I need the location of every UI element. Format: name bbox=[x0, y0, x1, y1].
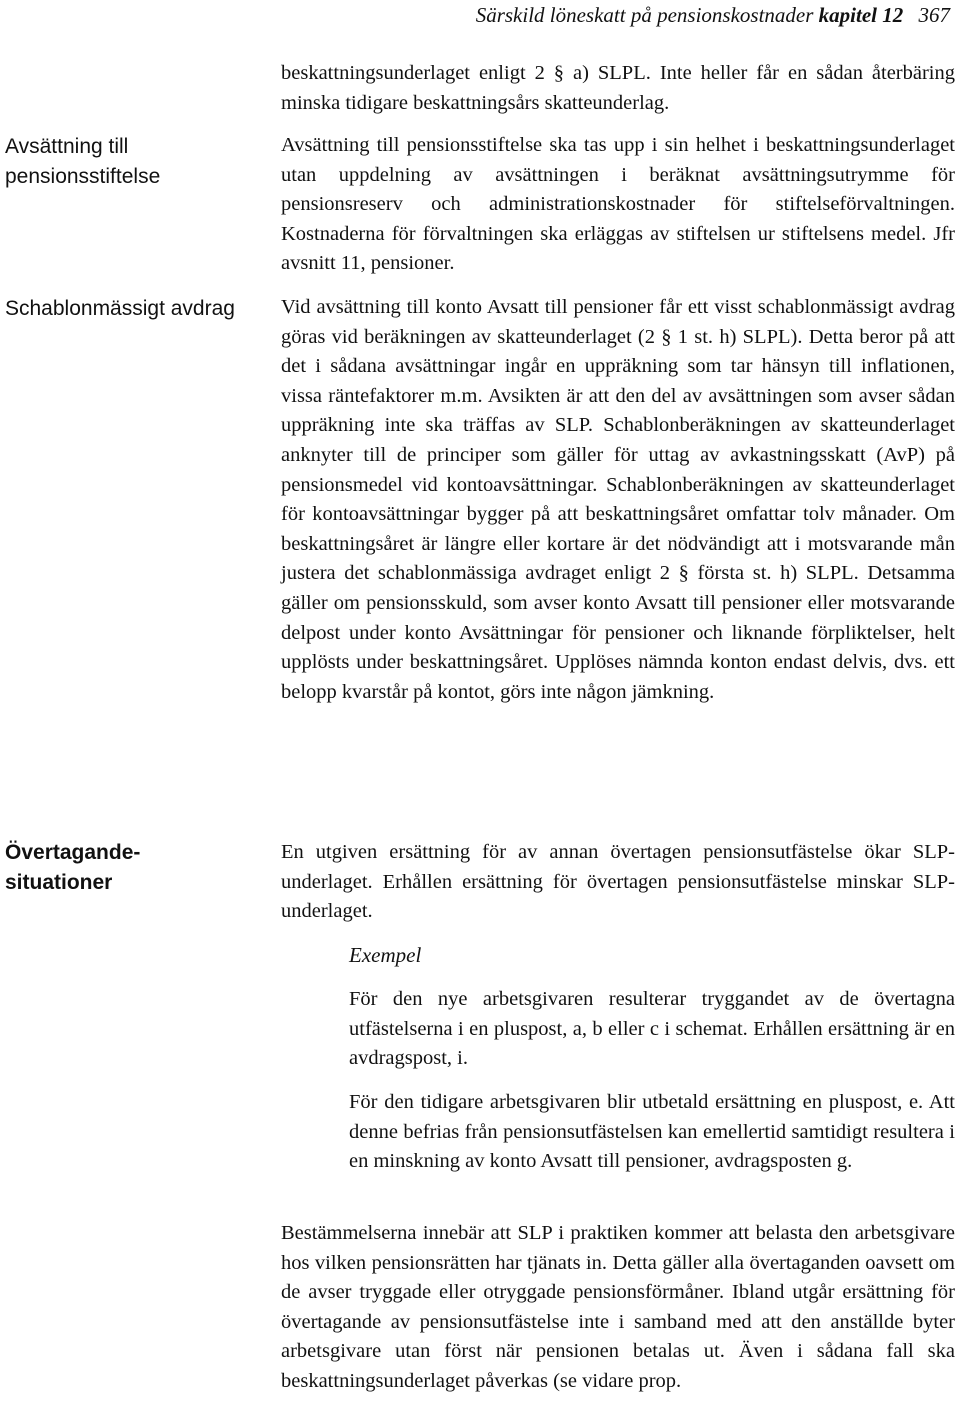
example-label: Exempel bbox=[349, 943, 422, 967]
paragraph-continuation: beskattningsunderlaget enligt 2 § a) SLPL. Inte heller får en sådan återbäring minska tidigare beskattningsårs skatteunderlag. bbox=[281, 62, 955, 114]
page-number: 367 bbox=[918, 3, 950, 27]
example-paragraph-former-employer: För den tidigare arbetsgivaren blir utbetald ersättning en pluspost, e. Att denne befrias från pensionsutfästelsen kan emellertid samtidigt resultera i en minskning av konto Avsatt till pensioner, avdragsposten g. bbox=[349, 1091, 955, 1173]
paragraph-overtagande: En utgiven ersättning för av annan övertagen pensionsutfästelse ökar SLP-underlaget. Erhållen ersättning för övertagen pensionsutfästelse minskar SLP-underlaget. bbox=[281, 841, 955, 923]
paragraph-bestammelserna: Bestämmelserna innebär att SLP i praktiken kommer att belasta den arbetsgivare hos vilken pensionsrätten har tjänats in. Detta gäller alla övertaganden oavsett om de avser tryggade eller otryggade pensionsförmåner. Ibland utgår ersättning för övertagande av pensionsutfästelse inte i samband med att den anställde byter arbetsgivare utan först när pensionen betalas ut. Även i sådana fall ska beskattningsunderlaget påverkas (se vidare prop. bbox=[281, 1222, 955, 1392]
running-header bbox=[476, 2, 950, 28]
header-chapter: kapitel 12 bbox=[818, 3, 904, 27]
header-title: Särskild löneskatt på pensionskostnader bbox=[475, 3, 814, 27]
margin-heading-schablon: Schablonmässigt avdrag bbox=[5, 297, 235, 320]
margin-heading-overtagande: Övertagande-situationer bbox=[5, 841, 141, 894]
paragraph-schablon: Vid avsättning till konto Avsatt till pensioner får ett visst schablonmässigt avdrag göras vid beräkningen av skatteunderlaget (2 § 1 st. h) SLPL). Detta beror på att det i sådana avsättningar ingår en uppräkning som tar hänsyn till inflationen, vissa räntefaktorer m.m. Avsikten är att den del av avsättningen som avser sådan uppräkning inte ska träffas av SLP. Schablonberäkningen av skatteunderlaget anknyter till de principer som gäller för uttag av avkastningsskatt (AvP) på pensionsmedel vid kontoavsättningar. Schablonberäkningen av skatteunderlaget för kontoavsättningar bygger på att beskattningsåret omfattar tolv månader. Om beskattningsåret är längre eller kortare är det nödvändigt att i motsvarande mån justera det schablonmässiga avdraget enligt 2 § första st. h) SLPL. Detsamma gäller om pensionsskuld, som avser konto Avsatt till pensioner eller motsvarande delpost under konto Avsättningar för pensioner och liknande förpliktelser, helt upplösts under beskattningsåret. Upplöses nämnda konton endast delvis, dvs. ett belopp kvarstår på kontot, görs inte någon jämkning. bbox=[281, 296, 955, 703]
margin-heading-avsattning: Avsättning till pensionsstiftelse bbox=[5, 135, 161, 188]
paragraph-avsattning: Avsättning till pensionsstiftelse ska tas upp i sin helhet i beskattningsunderlaget utan uppdelning av avsättningen i beräknat avsättningsutrymme för pensionsreserv och administrationskostnader för stiftelseförvaltningen. Kostnaderna för förvaltningen ska erläggas av stiftelsen ur stiftelsens medel. Jfr avsnitt 11, pensioner. bbox=[281, 134, 955, 275]
example-paragraph-new-employer: För den nye arbetsgivaren resulterar tryggandet av de övertagna utfästelserna i en pluspost, a, b eller c i schemat. Erhållen ersättning är en avdragspost, i. bbox=[349, 988, 955, 1070]
